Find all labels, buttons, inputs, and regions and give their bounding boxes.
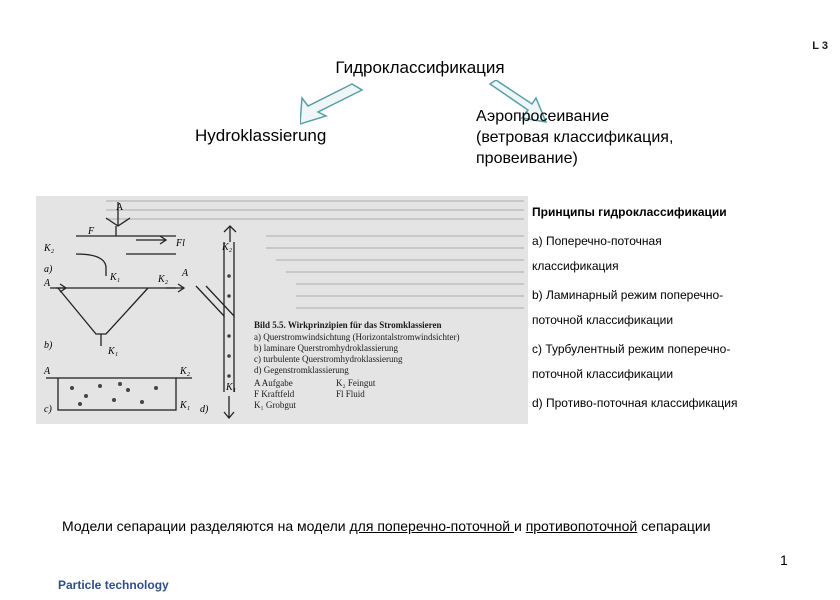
principle-c-line-1: c) Турбулентный режим поперечно-	[532, 342, 731, 356]
fig-label-K1-d: K₁	[226, 382, 237, 393]
principle-b-line-1: b) Ламинарный режим поперечно-	[532, 288, 724, 302]
fig-caption-line-2: b) laminare Querstromhydroklassierung	[254, 343, 398, 353]
fig-caption-line-1: a) Querstromwindsichtung (Horizontalstromwindsichter)	[254, 332, 460, 342]
fig-label-K2-a: K₂	[44, 243, 55, 254]
fig-label-A-b: A	[44, 278, 51, 289]
fig-label-K2-c: K₂	[180, 366, 191, 377]
fig-label-c: c)	[44, 404, 52, 415]
fig-caption-line-4: d) Gegenstromklassierung	[254, 365, 349, 375]
fig-label-a: a)	[44, 264, 53, 275]
principle-d-line-1: d) Противо-поточная классификация	[532, 396, 738, 410]
principle-b-line-2: поточной классификации	[532, 313, 674, 327]
fig-label-F: F	[88, 226, 95, 237]
branch-hydroklassierung: Hydroklassierung	[195, 126, 327, 145]
fig-label-Fl: Fl	[176, 238, 185, 249]
fig-legend-Fl: Fl Fluid	[336, 389, 365, 399]
fig-label-A-c: A	[44, 366, 51, 377]
left-arrow-icon	[300, 84, 362, 124]
principles-heading: Принципы гидроклассификации	[532, 205, 727, 219]
footer-course-title: Particle technology	[58, 578, 169, 592]
fig-legend-F: F Kraftfeld	[254, 389, 295, 399]
summary-mid: и	[513, 518, 526, 534]
fig-label-K1-c: K₁	[180, 400, 191, 411]
fig-caption-title: Bild 5.5. Wirkprinzipien für das Stromklassieren	[254, 320, 442, 330]
fig-label-K1-b: K₁	[108, 346, 119, 357]
branch-aeroprosevanie	[476, 106, 673, 169]
fig-label-d: d)	[200, 404, 209, 415]
summary-post: сепарации	[637, 518, 711, 534]
fig-label-K1-a: K₁	[110, 272, 121, 283]
slide-code: L 3	[812, 40, 828, 52]
principle-a	[532, 229, 832, 279]
principle-d	[532, 391, 832, 416]
summary-pre: Модели сепарации разделяются на модели	[62, 518, 350, 534]
principle-b	[532, 283, 832, 333]
fig-label-b: b)	[44, 340, 53, 351]
fig-legend-K2: K₂ Feingut	[336, 378, 376, 388]
fig-label-K2-d: K₂	[222, 242, 233, 253]
fig-label-K2-b: K₂	[158, 274, 169, 285]
aero-line-3: провеивание)	[476, 150, 578, 167]
principle-c	[532, 337, 832, 387]
slide-title: Гидроклассификация	[335, 58, 505, 77]
fig-legend-K1: K₁ Grobgut	[254, 400, 296, 410]
summary-link-crossflow: для поперечно-поточной	[349, 518, 514, 534]
summary-link-counterflow: противопоточной	[525, 518, 638, 534]
fig-label-A-d: A	[182, 268, 189, 279]
fig-label-A-a: A	[116, 202, 124, 213]
aero-line-2: (ветровая классификация,	[476, 129, 674, 146]
principles-panel	[532, 200, 832, 420]
summary-sentence	[62, 518, 711, 534]
principle-a-line-1: a) Поперечно-поточная	[532, 234, 662, 248]
page-number: 1	[780, 552, 788, 568]
principle-a-line-2: классификация	[532, 259, 619, 273]
scanned-classifier-figure	[36, 196, 528, 424]
aero-line-1: Аэропросеивание	[476, 108, 610, 125]
fig-caption-line-3: c) turbulente Querstromhydroklassierung	[254, 354, 403, 364]
principle-c-line-2: поточной классификации	[532, 367, 674, 381]
fig-legend-A: A Aufgabe	[254, 378, 293, 388]
